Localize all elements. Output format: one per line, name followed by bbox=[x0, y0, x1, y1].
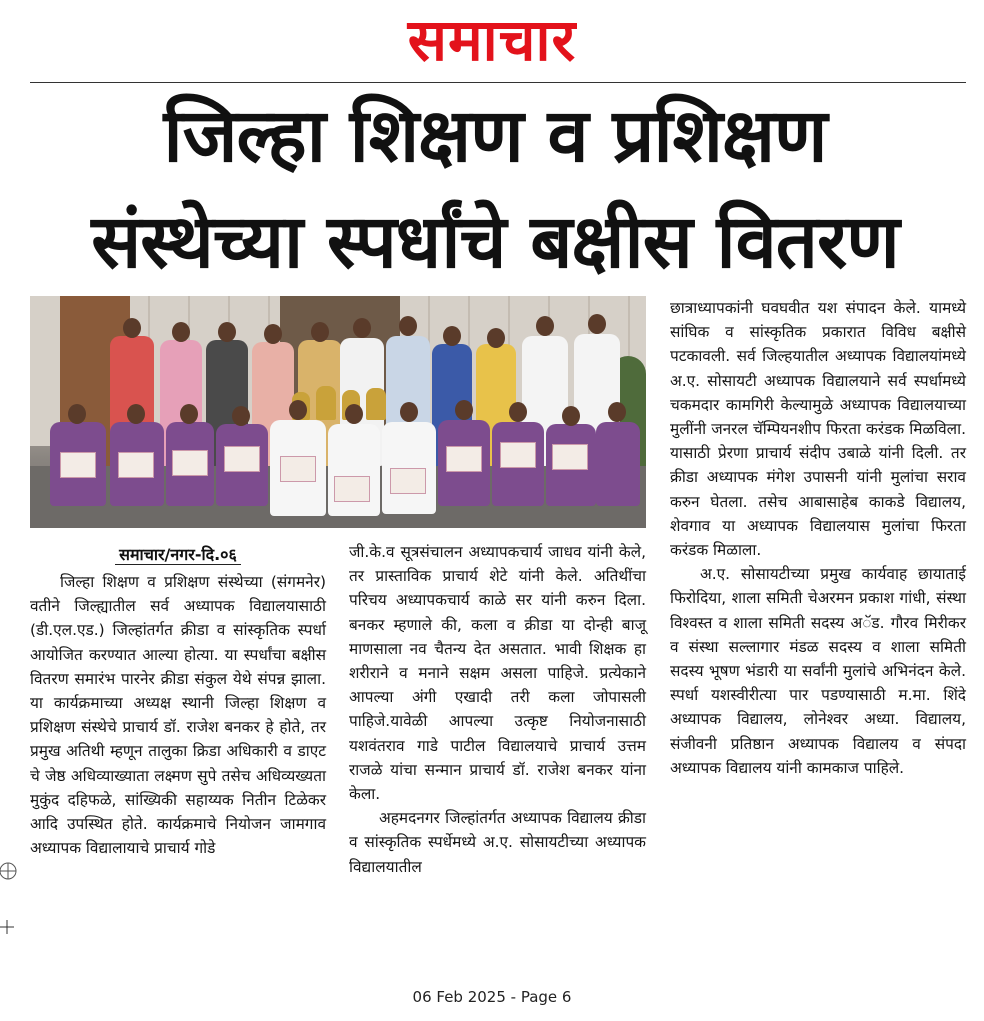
headline-line-2: संस्थेच्या स्पर्धांचे बक्षीस वितरण bbox=[91, 199, 899, 285]
paragraph: जी.के.व सूत्रसंचालन अध्यापकचार्य जाधव यांनी केले, तर प्रास्ताविक प्राचार्य शेटे यांनी केले. अतिथींचा परिचय अध्यापकचार्य काळे सर यांनी करुन दिला. बनकर म्हणाले की, कला व क्रीडा या दोन्ही बाजू माणसाला नव चैतन्य देत असतात. भावी शिक्षक हा शरीराने व मनाने सक्षम असला पाहिजे. प्रत्येकाने आपल्या अंगी एखादी तरी कला जोपासली पाहिजे.यावेळी आपल्या उत्कृष्ट नियोजनासाठी यशवंतराव गाडे पाटील विद्यालयाचे प्राचार्य उत्तम राजळे यांचा सन्मान प्राचार्य डॉ. राजेश बनकर यांना केला. bbox=[349, 543, 646, 804]
page-footer: 06 Feb 2025 - Page 6 bbox=[412, 988, 572, 1006]
crop-mark-icon bbox=[0, 920, 14, 934]
headline-line-1: जिल्हा शिक्षण व प्रशिक्षण bbox=[163, 93, 827, 179]
paragraph: जिल्हा शिक्षण व प्रशिक्षण संस्थेच्या (संगमनेर) वतीने जिल्ह्यातील सर्व अध्यापक विद्यालयासाठी (डी.एल.एड.) जिल्हांतर्गत क्रीडा व सांस्कृतिक स्पर्धा आयोजित करण्यात आल्या होत्या. या स्पर्धांचा बक्षीस वितरण समारंभ पारनेर क्रीडा संकुल येथे संपन्न झाला. या कार्यक्रमाच्या अध्यक्ष स्थानी जिल्हा शिक्षण व प्रशिक्षण संस्थेचे प्राचार्य डॉ. राजेश बनकर हे होते, तर प्रमुख अतिथी म्हणून तालुका क्रिडा अधिकारी व डाएट चे जेष्ठ अधिव्याख्याता लक्ष्मण सुपे तसेच अधिव्यख्यता मुकुंद दहिफळे, सांख्यिकी सहाय्यक नितीन टिळेकर आदि उपस्थित होते. कार्यक्रमाचे नियोजन जामगाव अध्यापक विद्यालायाचे प्राचार्य गोडे bbox=[30, 573, 326, 858]
article-dateline bbox=[30, 543, 326, 567]
masthead-rule bbox=[30, 82, 966, 83]
paragraph: अहमदनगर जिल्हांतर्गत अध्यापक विद्यालय क्रीडा व सांस्कृतिक स्पर्धेमध्ये अ.ए. सोसायटीच्या अध्यापक विद्यालयातील bbox=[349, 809, 646, 876]
news-photo bbox=[30, 296, 646, 528]
article-column-2 bbox=[349, 540, 646, 879]
masthead-logo: समाचार bbox=[407, 6, 577, 74]
dateline-text: समाचार/नगर-दि.०६ bbox=[115, 545, 241, 565]
article-column-1 bbox=[30, 570, 326, 860]
registration-mark-icon bbox=[0, 860, 20, 882]
article-column-3 bbox=[670, 296, 966, 780]
paragraph: अ.ए. सोसायटीच्या प्रमुख कार्यवाह छायाताई फिरोदिया, शाला समिती चेअरमन प्रकाश गांधी, संस्था विश्वस्त व शाला समिती सदस्य अॅड. गौरव मिरीकर व संस्था सल्लागार मंडळ सदस्य व शाला समिती सदस्य भूषण भंडारी या सर्वांनी मुलांचे अभिनंदन केले. स्पर्धा यशस्वीरीत्या पार पडण्यासाठी म.मा. शिंदे अध्यापक विद्यालय, लोनेश्वर अध्या. विद्यालय, संजीवनी प्रतिष्ठान अध्यापक विद्यालय व संपदा अध्यापक विद्यालय यांनी कामकाज पाहिले. bbox=[670, 565, 966, 777]
paragraph: छात्राध्यापकांनी घवघवीत यश संपादन केले. यामध्ये सांघिक व सांस्कृतिक प्रकारात विविध बक्षीसे पटकावली. सर्व जिल्हयातील अध्यापक विद्यालयांमध्ये अ.ए. सोसायटी अध्यापक विद्यालयाने सर्व स्पर्धामध्ये चकमदार कामगिरी केल्यामुळे अध्यापक विद्यालयाच्या मुलींनी जनरल चॅम्पियनशीप फिरता करंडक मिळविला. यासाठी प्रेरणा प्राचार्य संदीप उबाळे यांनी दिली. तर क्रीडा अध्यापक मंगेश उपासनी यांनी मुलांचा सराव करुन घेतला. तसेच आबासाहेब काकडे विद्यालय, शेवगाव या अध्यापक विद्यालयास मुलांचा फिरता करंडक मिळाला. bbox=[670, 299, 966, 560]
